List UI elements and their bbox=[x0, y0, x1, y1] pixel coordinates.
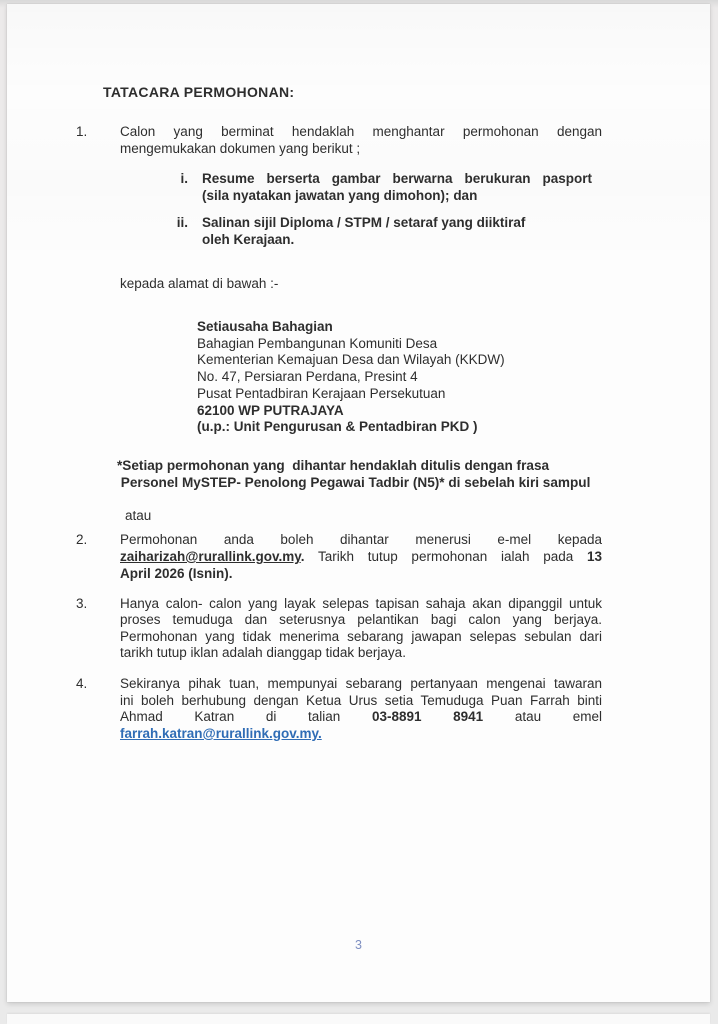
list-item-4-number: 4. bbox=[76, 676, 88, 691]
sub-list-item-i bbox=[171, 171, 592, 204]
list-item-4 bbox=[76, 676, 602, 742]
sub-list-item-ii bbox=[171, 215, 592, 248]
sub-list-item-i-number: i. bbox=[180, 171, 188, 186]
list-item-2-number: 2. bbox=[76, 532, 88, 547]
text-line: proses temuduga dan seterusnya pelantikan bagi calon yang berjaya. bbox=[120, 612, 602, 628]
section-title: TATACARA PERMOHONAN: bbox=[103, 84, 295, 100]
list-item-1-text bbox=[120, 124, 602, 157]
text-line: oleh Kerajaan. bbox=[202, 231, 295, 247]
text-line: Ahmad Katran di talian 03-8891 8941 atau emel bbox=[120, 709, 603, 725]
list-item-1 bbox=[76, 124, 602, 157]
text-line: ini boleh berhubung dengan Ketua Urus setia Temuduga Puan Farrah binti bbox=[120, 692, 602, 708]
text-line: Salinan sijil Diploma / STPM / setaraf yang diiktiraf bbox=[202, 215, 526, 230]
page-number: 3 bbox=[355, 938, 362, 952]
text-line: Setiausaha Bahagian bbox=[197, 319, 333, 334]
text-line: Permohonan yang tidak menerima sebarang jawapan selepas sebulan dari bbox=[120, 628, 602, 644]
list-item-2-text bbox=[120, 531, 602, 582]
text-line: mengemukakan dokumen yang berikut ; bbox=[120, 140, 361, 156]
text-line: tarikh tutup iklan adalah dianggap tidak berjaya. bbox=[120, 644, 406, 660]
kepada-text: kepada alamat di bawah :- bbox=[120, 276, 279, 291]
mailing-note bbox=[117, 457, 662, 491]
text-line: No. 47, Persiaran Perdana, Presint 4 bbox=[197, 369, 418, 385]
sub-list-item-i-text bbox=[202, 171, 592, 204]
text-line: (sila nyatakan jawatan yang dimohon); dan bbox=[202, 187, 478, 203]
text-line: Kementerian Kemajuan Desa dan Wilayah (KKDW) bbox=[197, 352, 505, 368]
atau-text: atau bbox=[125, 508, 152, 523]
list-item-3-text bbox=[120, 596, 602, 661]
text-line: Resume berserta gambar berwarna berukuran pasport bbox=[202, 171, 592, 186]
list-item-1-number: 1. bbox=[76, 124, 88, 139]
address-block bbox=[197, 319, 557, 436]
text-line: Calon yang berminat hendaklah menghantar permohonan dengan bbox=[120, 124, 602, 139]
list-item-2 bbox=[76, 531, 602, 582]
list-item-4-text bbox=[120, 676, 602, 742]
text-line bbox=[120, 726, 602, 743]
sub-list-item-ii-number: ii. bbox=[176, 215, 188, 230]
text-line: 62100 WP PUTRAJAYA bbox=[197, 402, 344, 418]
text-line: Personel MySTEP- Penolong Pegawai Tadbir (N5)* di sebelah kiri sampul bbox=[117, 475, 591, 490]
email-link[interactable]: farrah.katran@rurallink.gov.my. bbox=[120, 725, 322, 741]
text-line: April 2026 (Isnin). bbox=[120, 566, 233, 581]
text-line: (u.p.: Unit Pengurusan & Pentadbiran PKD ) bbox=[197, 419, 478, 435]
list-item-3-number: 3. bbox=[76, 596, 88, 611]
text-line: Hanya calon- calon yang layak selepas tapisan sahaja akan dipanggil untuk bbox=[120, 596, 602, 611]
text-line: *Setiap permohonan yang dihantar hendaklah ditulis dengan frasa bbox=[117, 458, 550, 473]
text-line: Pusat Pentadbiran Kerajaan Persekutuan bbox=[197, 385, 446, 401]
text-line: Permohonan anda boleh dihantar menerusi e-mel kepada bbox=[120, 532, 602, 547]
text-line: Sekiranya pihak tuan, mempunyai sebarang pertanyaan mengenai tawaran bbox=[120, 676, 602, 691]
text-line: Bahagian Pembangunan Komuniti Desa bbox=[197, 335, 438, 351]
text-line: zaiharizah@rurallink.gov.my. Tarikh tutup permohonan ialah pada 13 bbox=[120, 549, 602, 564]
list-item-3 bbox=[76, 596, 602, 661]
sub-list-item-ii-text bbox=[202, 215, 592, 248]
next-page-edge bbox=[7, 1014, 710, 1024]
document-page bbox=[7, 4, 710, 1002]
